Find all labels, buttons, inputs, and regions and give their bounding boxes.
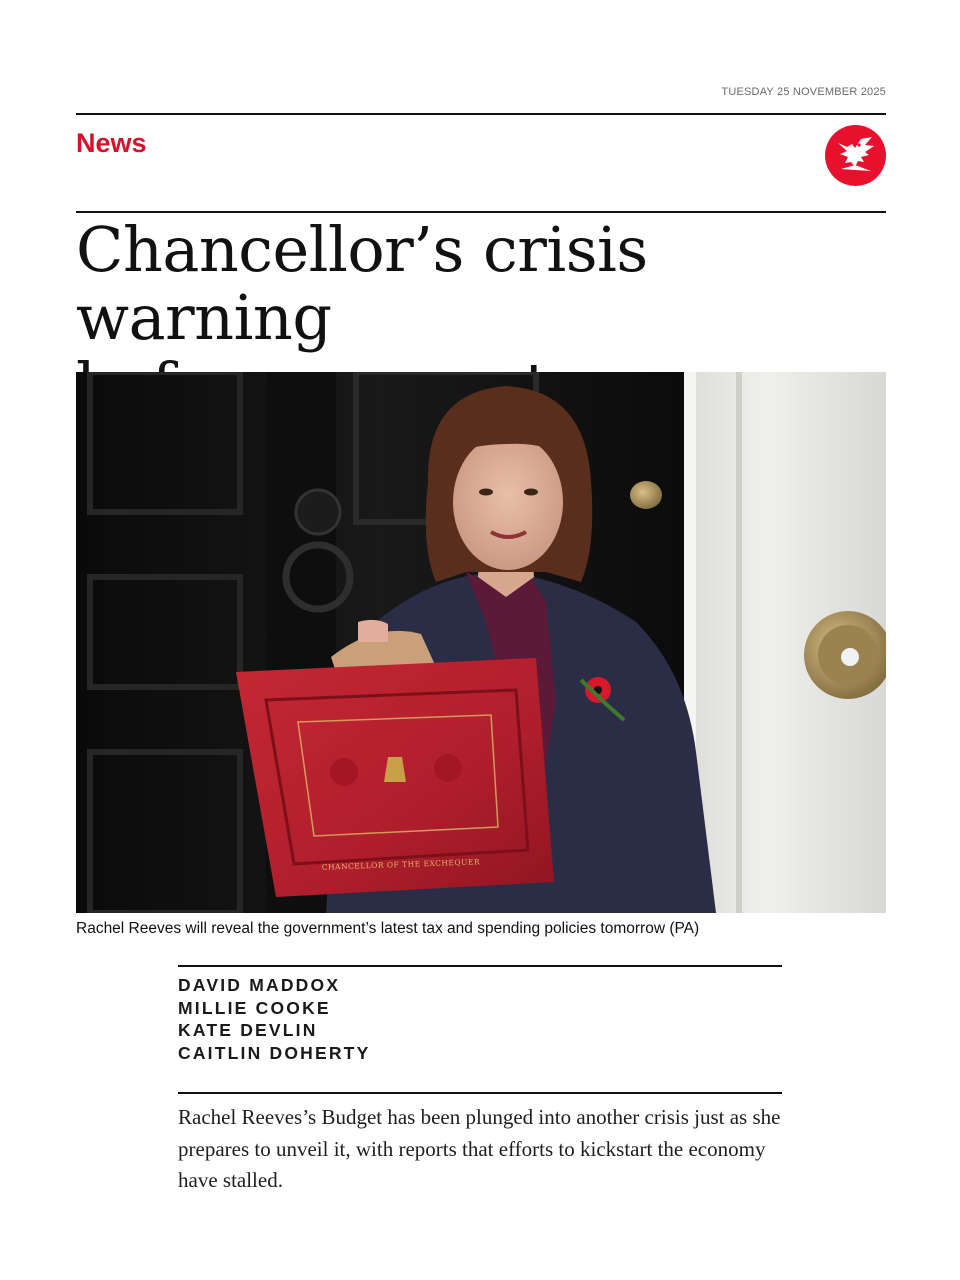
author-name[interactable]: KATE DEVLIN	[178, 1020, 318, 1040]
standfirst: Rachel Reeves’s Budget has been plunged into another crisis just as she prepares to unveil it, with reports that efforts to kickstart the economy have stalled.	[178, 1105, 781, 1192]
headline-line-1: Chancellor’s crisis warning	[76, 213, 648, 354]
author-list	[178, 974, 782, 1064]
photo-caption: Rachel Reeves will reveal the government’s latest tax and spending policies tomorrow (PA)	[76, 920, 700, 937]
author-name[interactable]: MILLIE COOKE	[178, 997, 331, 1018]
box-inscription: CHANCELLOR OF THE EXCHEQUER	[321, 857, 481, 872]
byline-rule	[178, 965, 782, 967]
publication-date: TUESDAY 25 NOVEMBER 2025	[721, 86, 886, 98]
top-rule	[76, 113, 886, 115]
standfirst-rule	[178, 1092, 782, 1094]
lead-photo	[76, 372, 886, 913]
byline-block	[178, 965, 782, 1064]
section-label[interactable]: News	[76, 128, 147, 158]
eagle-icon[interactable]	[825, 125, 886, 186]
author-name[interactable]: CAITLIN DOHERTY	[178, 1042, 371, 1063]
photo-chancellor-red-box	[76, 372, 886, 913]
author-name[interactable]: DAVID MADDOX	[178, 975, 341, 995]
